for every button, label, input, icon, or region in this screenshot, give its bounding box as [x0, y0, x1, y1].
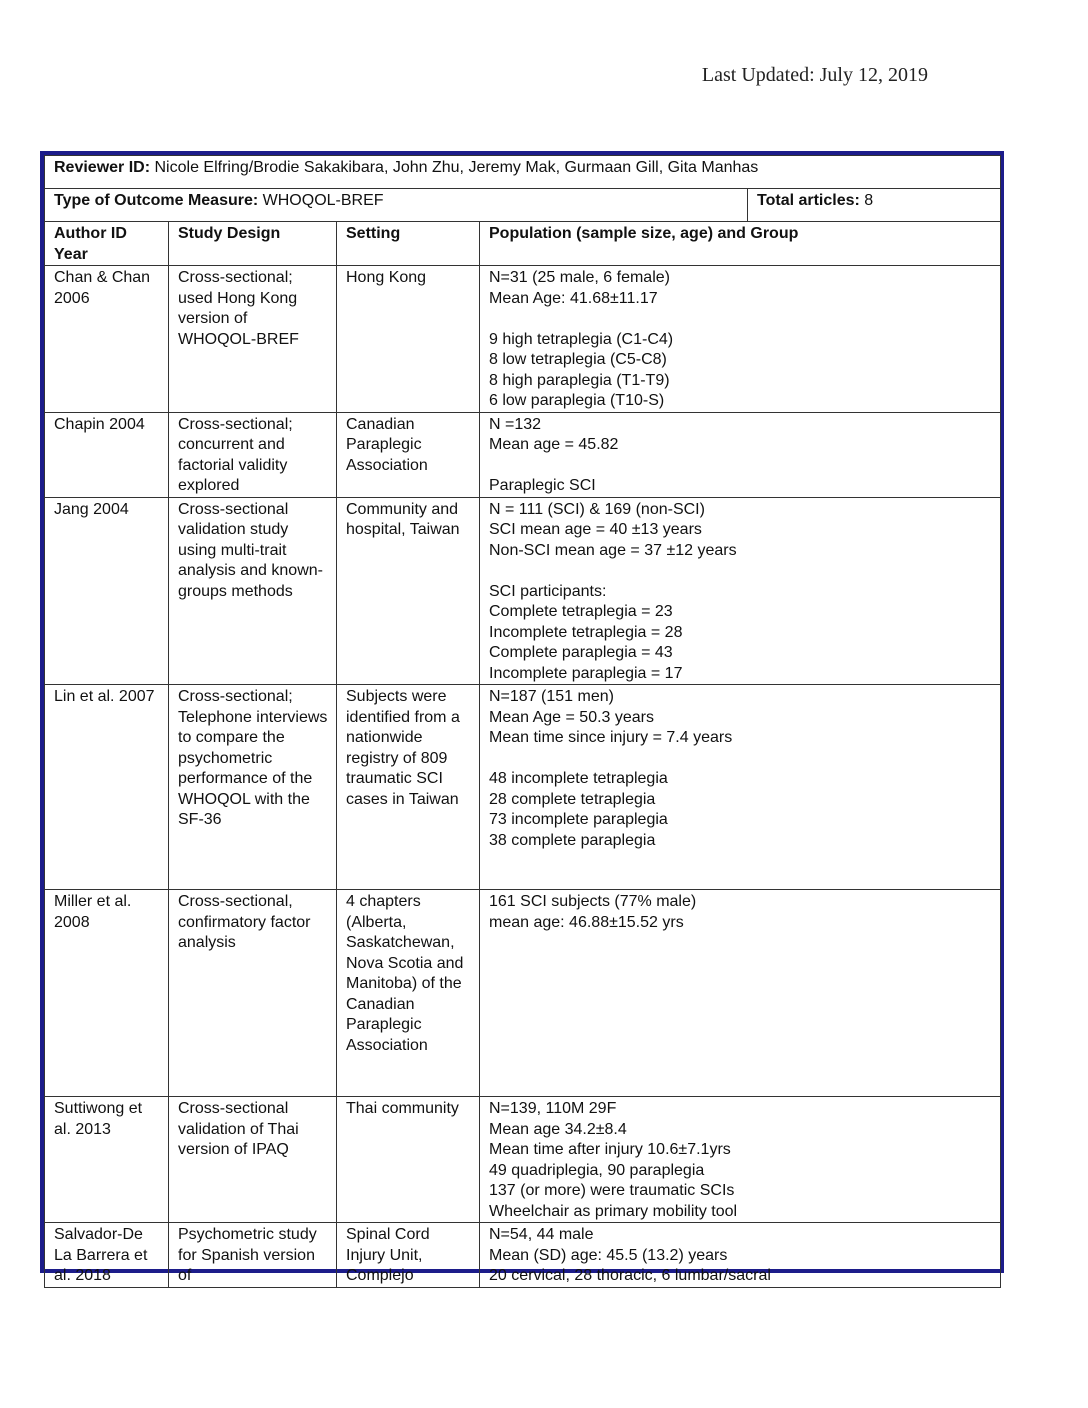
cell-setting: Thai community — [337, 1097, 480, 1223]
cell-author: Chan & Chan 2006 — [45, 266, 169, 413]
cell-design: Cross-sectional validation study using multi-trait analysis and known-groups methods — [169, 497, 337, 685]
population-gap — [489, 561, 992, 582]
population-gap — [489, 309, 992, 330]
population-gap — [489, 456, 992, 477]
population-line: N=187 (151 men) — [489, 688, 614, 705]
outcome-cell — [45, 189, 748, 222]
population-line: N =132 — [489, 415, 542, 433]
total-cell — [748, 189, 1001, 222]
reviewer-value: Nicole Elfring/Brodie Sakakibara, John Zhu, Jeremy Mak, Gurmaan Gill, Gita Manhas — [154, 159, 759, 176]
population-line: SCI mean age = 40 ±13 years — [489, 521, 702, 538]
cell-population — [480, 685, 1001, 890]
population-gap — [489, 749, 992, 770]
population-line: Mean (SD) age: 45.5 (13.2) years — [489, 1246, 728, 1264]
table-row — [45, 1223, 1001, 1288]
population-line: Mean Age: 41.68±11.17 — [489, 289, 658, 307]
cell-author: Suttiwong et al. 2013 — [45, 1097, 169, 1223]
header-setting: Setting — [337, 222, 480, 266]
cell-population — [480, 1223, 1001, 1288]
population-line: 20 cervical, 28 thoracic, 6 lumbar/sacral — [489, 1267, 771, 1284]
population-line: 49 quadriplegia, 90 paraplegia — [489, 1161, 705, 1179]
table-row — [45, 412, 1001, 497]
cell-setting: Hong Kong — [337, 266, 480, 413]
header-design: Study Design — [169, 222, 337, 266]
table-row — [45, 1097, 1001, 1223]
population-line: Complete tetraplegia = 23 — [489, 603, 673, 620]
cell-setting: 4 chapters (Alberta, Saskatchewan, Nova Scotia and Manitoba) of the Canadian Paraplegic Association — [337, 890, 480, 1097]
cell-author: Salvador-De La Barrera et al. 2018 — [45, 1223, 169, 1288]
review-table — [44, 155, 1001, 1288]
population-line: Incomplete paraplegia = 17 — [489, 664, 683, 682]
cell-setting: Subjects were identified from a nationwide registry of 809 traumatic SCI cases in Taiwan — [337, 685, 480, 890]
population-line: 28 complete tetraplegia — [489, 790, 656, 808]
last-updated: Last Updated: July 12, 2019 — [701, 64, 928, 86]
header-row — [45, 222, 1001, 266]
cell-author: Lin et al. 2007 — [45, 685, 169, 890]
population-line: SCI participants: — [489, 582, 607, 600]
table-row — [45, 497, 1001, 685]
population-line: 8 low tetraplegia (C5-C8) — [489, 351, 667, 368]
population-line: 6 low paraplegia (T10-S) — [489, 392, 665, 409]
population-line: 8 high paraplegia (T1-T9) — [489, 371, 670, 389]
population-line: 38 complete paraplegia — [489, 831, 656, 849]
cell-population — [480, 412, 1001, 497]
total-value: 8 — [864, 192, 874, 209]
cell-author: Miller et al. 2008 — [45, 890, 169, 1097]
population-line: 48 incomplete tetraplegia — [489, 770, 668, 787]
cell-design: Cross-sectional, confirmatory factor analysis — [169, 890, 337, 1097]
population-line: Incomplete tetraplegia = 28 — [489, 623, 683, 641]
cell-design: Psychometric study for Spanish version of — [169, 1223, 337, 1288]
population-line: 73 incomplete paraplegia — [489, 811, 668, 828]
population-line: 137 (or more) were traumatic SCIs — [489, 1182, 735, 1199]
population-line: Wheelchair as primary mobility tool — [489, 1202, 738, 1220]
population-line: Mean Age = 50.3 years — [489, 708, 654, 726]
cell-population — [480, 1097, 1001, 1223]
cell-design: Cross-sectional; Telephone interviews to compare the psychometric performance of the WHOQOL with the SF-36 — [169, 685, 337, 890]
population-line: Mean age 34.2±8.4 — [489, 1120, 627, 1138]
population-line: Non-SCI mean age = 37 ±12 years — [489, 541, 737, 559]
review-table-frame — [40, 151, 1004, 1284]
cell-design: Cross-sectional; concurrent and factorial validity explored — [169, 412, 337, 497]
population-line: N=139, 110M 29F — [489, 1100, 617, 1117]
population-line: Complete paraplegia = 43 — [489, 644, 673, 661]
cell-author: Jang 2004 — [45, 497, 169, 685]
reviewer-label: Reviewer ID: — [54, 159, 151, 176]
outcome-row — [45, 189, 1001, 222]
table-row — [45, 890, 1001, 1097]
table-row — [45, 266, 1001, 413]
table-row — [45, 685, 1001, 890]
outcome-value: WHOQOL-BREF — [262, 192, 384, 209]
cell-design: Cross-sectional; used Hong Kong version of WHOQOL-BREF — [169, 266, 337, 413]
cell-design: Cross-sectional validation of Thai version of IPAQ — [169, 1097, 337, 1223]
header-population: Population (sample size, age) and Group — [480, 222, 1001, 266]
population-line: 9 high tetraplegia (C1-C4) — [489, 330, 674, 348]
total-label: Total articles: — [757, 192, 860, 209]
cell-setting: Canadian Paraplegic Association — [337, 412, 480, 497]
population-line: N=54, 44 male — [489, 1226, 594, 1243]
cell-setting: Spinal Cord Injury Unit, Complejo — [337, 1223, 480, 1288]
population-line: Mean time since injury = 7.4 years — [489, 729, 733, 746]
outcome-label: Type of Outcome Measure: — [54, 192, 259, 209]
cell-population — [480, 497, 1001, 685]
header-author: Author ID Year — [45, 222, 169, 266]
reviewer-row — [45, 156, 1001, 189]
table-body — [45, 266, 1001, 1288]
population-line: Paraplegic SCI — [489, 477, 596, 494]
cell-setting: Community and hospital, Taiwan — [337, 497, 480, 685]
cell-population — [480, 890, 1001, 1097]
reviewer-cell — [45, 156, 1001, 189]
population-line: Mean time after injury 10.6±7.1yrs — [489, 1141, 731, 1158]
population-line: Mean age = 45.82 — [489, 436, 619, 453]
cell-author: Chapin 2004 — [45, 412, 169, 497]
population-line: mean age: 46.88±15.52 yrs — [489, 913, 684, 931]
cell-population — [480, 266, 1001, 413]
population-line: N=31 (25 male, 6 female) — [489, 269, 670, 286]
population-line: 161 SCI subjects (77% male) — [489, 893, 697, 910]
population-line: N = 111 (SCI) & 169 (non-SCI) — [489, 500, 705, 518]
